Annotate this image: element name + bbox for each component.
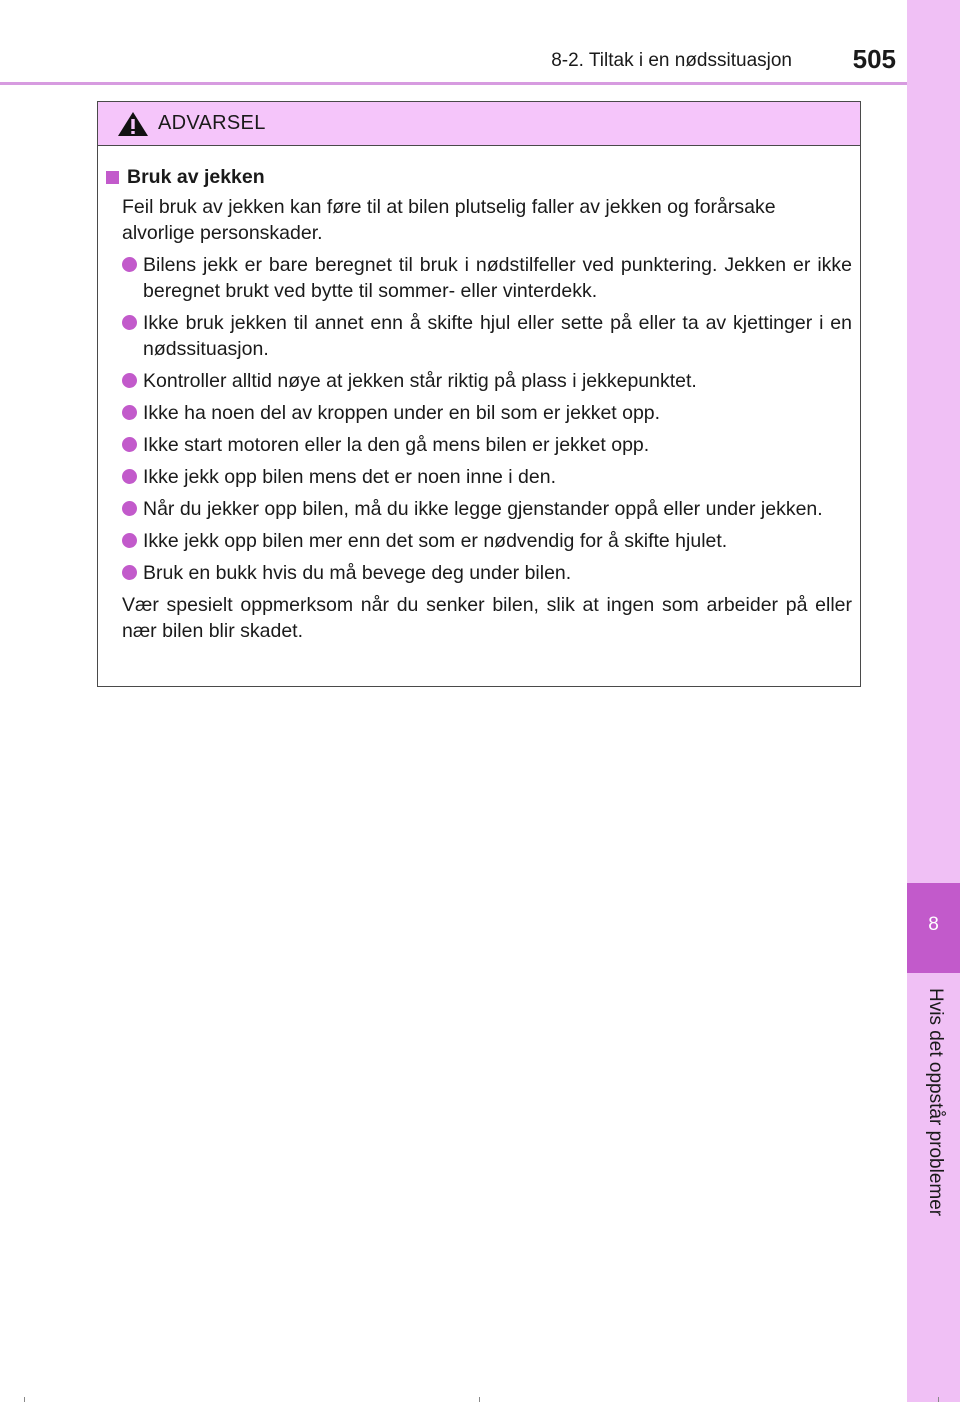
list-item-text: Ikke ha noen del av kroppen under en bil som er jekket opp. <box>143 402 661 424</box>
list-item <box>122 560 852 586</box>
warning-body <box>98 146 860 644</box>
warning-heading <box>106 164 852 190</box>
warning-intro: Feil bruk av jekken kan føre til at bilen plutselig faller av jekken og forårsake alvorlige personskader. <box>122 196 776 244</box>
bullet-dot-icon <box>122 501 137 516</box>
list-item <box>122 432 852 458</box>
page-number: 505 <box>852 44 896 74</box>
bullet-dot-icon <box>122 405 137 420</box>
square-bullet-icon <box>106 171 119 184</box>
bullet-dot-icon <box>122 373 137 388</box>
list-item <box>122 400 852 426</box>
crop-mark <box>479 1397 480 1402</box>
list-item <box>122 464 852 490</box>
list-item-text: Ikke jekk opp bilen mer enn det som er nødvendig for å skifte hjulet. <box>143 530 728 552</box>
list-item-text: Ikke jekk opp bilen mens det er noen inne i den. <box>143 466 557 488</box>
bullet-dot-icon <box>122 257 137 272</box>
bullet-dot-icon <box>122 437 137 452</box>
warning-heading-text: Bruk av jekken <box>127 166 265 188</box>
bullet-dot-icon <box>122 565 137 580</box>
warning-header <box>98 102 860 146</box>
crop-mark <box>938 1397 939 1402</box>
list-item-text: Når du jekker opp bilen, må du ikke legge gjenstander oppå eller under jekken. <box>143 498 823 520</box>
list-item-text: Bilens jekk er bare beregnet til bruk i nødstilfeller ved punktering. Jekken er ikke beregnet brukt ved bytte til sommer- eller vinterdekk. <box>143 254 852 302</box>
list-item-text: Ikke start motoren eller la den gå mens bilen er jekket opp. <box>143 434 650 456</box>
list-item-text: Bruk en bukk hvis du må bevege deg under bilen. <box>143 562 572 584</box>
warning-triangle-icon <box>116 110 150 143</box>
warning-outro: Vær spesielt oppmerksom når du senker bilen, slik at ingen som arbeider på eller nær bilen blir skadet. <box>122 594 852 642</box>
header-divider <box>0 82 907 85</box>
section-title: 8-2. Tiltak i en nødssituasjon <box>551 50 792 71</box>
list-item <box>122 252 852 304</box>
bullet-dot-icon <box>122 533 137 548</box>
bullet-dot-icon <box>122 315 137 330</box>
list-item <box>122 368 852 394</box>
warning-label: ADVARSEL <box>158 112 266 134</box>
warning-box <box>97 101 861 687</box>
list-item-text: Kontroller alltid nøye at jekken står riktig på plass i jekkepunktet. <box>143 370 697 392</box>
chapter-number: 8 <box>928 914 939 935</box>
crop-mark <box>24 1397 25 1402</box>
list-item-text: Ikke bruk jekken til annet enn å skifte hjul eller sette på eller ta av kjettinger i en nødssituasjon. <box>143 312 852 360</box>
bullet-dot-icon <box>122 469 137 484</box>
list-item <box>122 310 852 362</box>
list-item <box>122 528 852 554</box>
chapter-title: Hvis det oppstår problemer <box>925 988 946 1217</box>
list-item <box>122 496 852 522</box>
